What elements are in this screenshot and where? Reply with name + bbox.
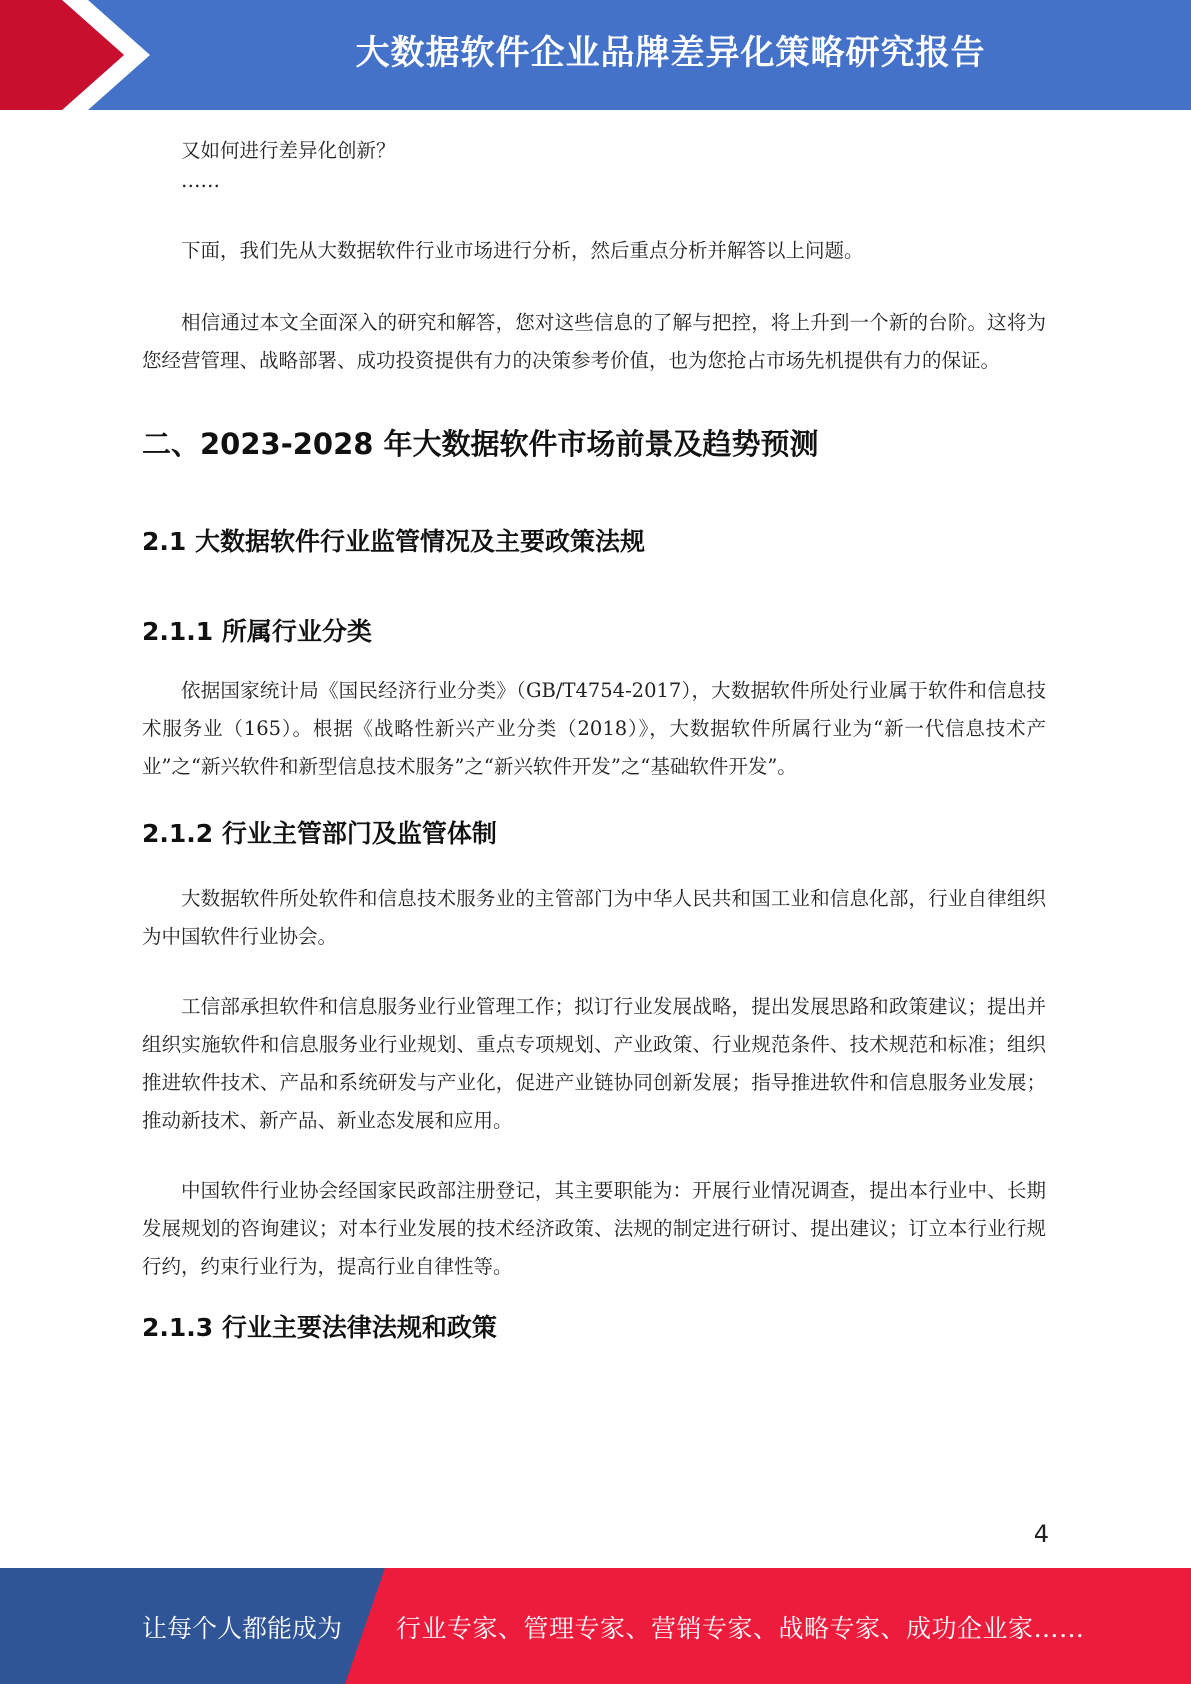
industry-classification-paragraph: 依据国家统计局《国民经济行业分类》（GB/T4754-2017），大数据软件所处行业属于软件和信息技术服务业（165）。根据《战略性新兴产业分类（2018）》，大数据软件所属行业为“新一代信息技术产业”之“新兴软件和新型信息技术服务”之“新兴软件开发”之“基础软件开发”。 (142, 679, 1046, 778)
page-header-banner (0, 0, 1191, 110)
intro-trust-paragraph: 相信通过本文全面深入的研究和解答，您对这些信息的了解与把控，将上升到一个新的台阶。这将为您经营管理、战略部署、成功投资提供有力的决策参考价值，也为您抢占市场先机提供有力的保证。 (142, 311, 1046, 372)
section-2-heading: 二、2023-2028 年大数据软件市场前景及趋势预测 (142, 427, 819, 461)
header-title: 大数据软件企业品牌差异化策略研究报告 (355, 33, 986, 73)
section-2-1-1-heading: 2.1.1 所属行业分类 (142, 617, 372, 646)
footer-slogan-left: 让每个人都能成为 (142, 1614, 343, 1643)
intro-question: 又如何进行差异化创新？ (181, 139, 396, 162)
association-duties-paragraph: 中国软件行业协会经国家民政部注册登记，其主要职能为：开展行业情况调查，提出本行业中、长期发展规划的咨询建议；对本行业发展的技术经济政策、法规的制定进行研讨、提出建议；订立本行业行规行约，约束行业行为，提高行业自律性等。 (142, 1179, 1046, 1278)
regulator-paragraph: 大数据软件所处软件和信息技术服务业的主管部门为中华人民共和国工业和信息化部，行业自律组织为中国软件行业协会。 (142, 887, 1046, 948)
miit-duties-paragraph: 工信部承担软件和信息服务业行业管理工作；拟订行业发展战略，提出发展思路和政策建议；提出并组织实施软件和信息服务业行业规划、重点专项规划、产业政策、行业规范条件、技术规范和标准；组织推进软件技术、产品和系统研发与产业化，促进产业链协同创新发展；指导推进软件和信息服务业发展；推动新技术、新产品、新业态发展和应用。 (142, 995, 1046, 1132)
page-footer-banner (0, 1568, 1191, 1684)
intro-ellipsis: …… (181, 169, 220, 192)
page-number: 4 (1033, 1520, 1049, 1548)
intro-next-paragraph: 下面，我们先从大数据软件行业市场进行分析，然后重点分析并解答以上问题。 (181, 239, 864, 262)
document-body (142, 132, 1046, 1346)
section-2-1-3-heading: 2.1.3 行业主要法律法规和政策 (142, 1313, 497, 1342)
footer-slogan-right: 行业专家、管理专家、营销专家、战略专家、成功企业家…… (396, 1614, 1085, 1643)
section-2-1-2-heading: 2.1.2 行业主管部门及监管体制 (142, 819, 497, 848)
section-2-1-heading: 2.1 大数据软件行业监管情况及主要政策法规 (142, 527, 645, 556)
